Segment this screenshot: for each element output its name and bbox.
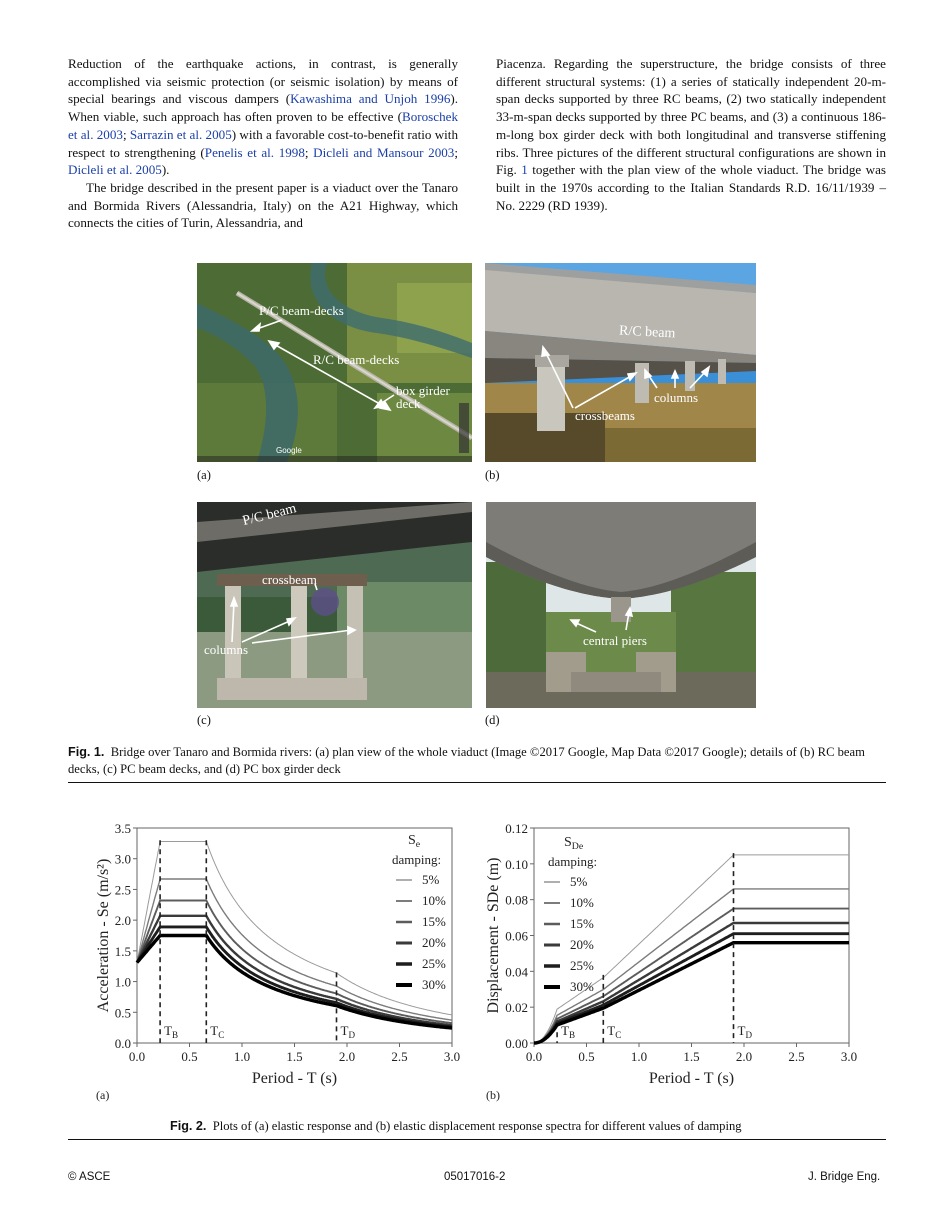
y-axis-label: Acceleration - Se (m/s²) — [95, 858, 112, 1013]
y-tick-label: 1.5 — [114, 943, 131, 959]
legend-entry: 20% — [422, 935, 446, 950]
legend-subtitle: damping: — [548, 854, 598, 869]
x-tick-label: 0.0 — [128, 1049, 146, 1064]
annotation-box-girder-deck — [396, 384, 450, 410]
x-axis-label: Period - T (s) — [251, 1070, 338, 1087]
footer-article-number: 05017016-2 — [444, 1171, 506, 1183]
citation-link[interactable]: Sarrazin et al. 2005 — [129, 126, 232, 142]
legend-title: $S_e$ — [408, 833, 421, 850]
fig1-photo-d-box-girder-deck — [486, 502, 756, 708]
annotation-rc-beam: R/C beam — [618, 323, 676, 342]
annotation-central-piers: central piers — [583, 633, 647, 648]
citation-link[interactable]: Penelis et al. 1998 — [204, 144, 305, 160]
fig1-panel-label-a: (a) — [197, 468, 211, 482]
y-tick-label: 0.02 — [505, 1000, 528, 1016]
y-tick-label: 3.5 — [114, 821, 131, 836]
y-tick-label: 2.0 — [114, 913, 131, 929]
fig2-bottom-rule — [68, 1139, 886, 1140]
legend-title: $S_{De}$ — [564, 835, 584, 852]
x-tick-label: 0.0 — [525, 1049, 543, 1064]
legend-entry: 5% — [570, 874, 588, 889]
period-marker-label: $T_B$ — [164, 1023, 179, 1040]
citation-link[interactable]: Dicleli and Mansour 2003 — [313, 144, 455, 160]
annotation-rc-beam-decks: R/C beam-decks — [313, 352, 400, 367]
legend-entry: 10% — [570, 895, 594, 910]
fig2-caption-label: Fig. 2. — [170, 1119, 207, 1133]
y-tick-label: 0.06 — [505, 928, 528, 944]
x-tick-label: 1.5 — [286, 1049, 303, 1064]
fig1-panel-label-b: (b) — [485, 468, 500, 482]
fig1-photo-c-pc-beam-decks — [197, 502, 472, 708]
y-tick-label: 0.5 — [114, 1005, 131, 1021]
fig1-panel-label-c: (c) — [197, 713, 211, 727]
x-tick-label: 1.0 — [630, 1049, 648, 1064]
legend-entry: 5% — [422, 872, 440, 887]
x-tick-label: 0.5 — [578, 1049, 595, 1064]
fig1-photo-b-rc-beam-decks — [485, 263, 756, 462]
body-text-right-column — [496, 55, 886, 214]
annotation-line: box girder — [396, 383, 450, 398]
footer-copyright: © ASCE — [68, 1171, 111, 1183]
fig2-chart-a-acceleration-spectra — [88, 818, 468, 1105]
panel-label: (b) — [486, 1088, 500, 1102]
y-tick-label: 2.5 — [114, 882, 131, 898]
annotation-pc-beam-decks: P/C beam-decks — [259, 303, 344, 318]
citation-link[interactable]: Boroschek et al. 2003 — [68, 109, 458, 142]
fig2-caption-text: Plots of (a) elastic response and (b) elastic displacement response spectra for different values of damping — [212, 1119, 742, 1133]
fig1-panel-label-d: (d) — [485, 713, 500, 727]
paragraph: Reduction of the earthquake actions, in contrast, is generally accomplished via seismic protection (or seismic isolation) by means of special bearings and viscous dampers (Kawashima and Unjoh 1996). When viable, such approach has often proven to be effective (Boroschek et al. 2003; Sarrazin et al. 2005) with a favorable cost-to-benefit ratio with respect to strengthening (Penelis et al. 1998; Dicleli and Mansour 2003; Dicleli et al. 2005). — [68, 56, 459, 178]
series-line-15pct — [137, 901, 452, 1024]
annotation-line: deck — [396, 396, 421, 411]
body-text-left-column — [68, 55, 458, 232]
x-tick-label: 2.0 — [338, 1049, 356, 1064]
fig2-chart-b-displacement-spectra — [478, 818, 868, 1105]
x-axis-label: Period - T (s) — [648, 1070, 735, 1087]
period-marker-label: $T_D$ — [737, 1023, 753, 1040]
google-watermark: Google — [276, 446, 302, 455]
y-tick-label: 0.10 — [505, 856, 528, 872]
annotation-crossbeam: crossbeam — [262, 572, 317, 587]
x-tick-label: 2.0 — [735, 1049, 753, 1064]
y-tick-label: 0.0 — [114, 1036, 131, 1051]
citation-link[interactable]: Dicleli et al. 2005 — [68, 162, 162, 178]
y-axis-label: Displacement - SDe (m) — [485, 857, 502, 1014]
annotation-pc-beam: P/C beam — [241, 501, 298, 530]
legend-entry: 30% — [422, 977, 446, 992]
fig1-caption — [68, 744, 888, 778]
footer-journal-name: J. Bridge Eng. — [808, 1171, 881, 1183]
period-marker-label: $T_C$ — [607, 1023, 622, 1040]
y-tick-label: 0.00 — [505, 1036, 528, 1051]
legend-entry: 25% — [422, 956, 446, 971]
fig1-caption-label: Fig. 1. — [68, 745, 105, 759]
y-tick-label: 1.0 — [114, 974, 131, 990]
x-tick-label: 0.5 — [181, 1049, 198, 1064]
fig1-caption-text: Bridge over Tanaro and Bormida rivers: (a) plan view of the whole viaduct (Image ©2017 Google, Map Data ©2017 Google); details of (b) RC beam decks, (c) PC beam decks, and (d) PC box girder deck — [68, 745, 865, 776]
annotation-crossbeams: crossbeams — [575, 408, 635, 423]
fig2-caption — [170, 1118, 870, 1135]
fig1-bottom-rule — [68, 782, 886, 783]
y-tick-label: 0.04 — [505, 964, 528, 980]
series-line-30pct — [137, 936, 452, 1029]
y-tick-label: 0.12 — [505, 821, 528, 836]
y-tick-label: 0.08 — [505, 892, 528, 908]
citation-link[interactable]: Kawashima and Unjoh 1996 — [290, 91, 451, 107]
legend-entry: 25% — [570, 958, 594, 973]
x-tick-label: 3.0 — [443, 1049, 461, 1064]
legend-entry: 15% — [570, 916, 594, 931]
legend-entry: 15% — [422, 914, 446, 929]
x-tick-label: 1.5 — [683, 1049, 700, 1064]
citation-link[interactable]: 1 — [521, 162, 528, 178]
legend-entry: 20% — [570, 937, 594, 952]
y-tick-label: 3.0 — [114, 851, 131, 867]
annotation-columns: columns — [204, 642, 249, 657]
period-marker-label: $T_B$ — [561, 1023, 576, 1040]
period-marker-label: $T_C$ — [210, 1023, 225, 1040]
x-tick-label: 2.5 — [391, 1049, 408, 1064]
x-tick-label: 2.5 — [788, 1049, 805, 1064]
paragraph: Piacenza. Regarding the superstructure, the bridge consists of three different structural systems: (1) a series of statically independent 20-m-span decks supported by three RC beams, (2) two statically independent 33-m-span decks supported by three PC beams, and (3) a continuous 186-m-long box girder deck with both longitudinal and transverse stiffening ribs. Three pictures of the different structural configurations are shown in Fig. 1 together with the plan view of the whole viaduct. The bridge was built in the 1970s according to the Italian Standards R.D. 16/11/1939 – No. 2229 (RD 1939). — [496, 56, 886, 213]
legend-entry: 30% — [570, 979, 594, 994]
x-tick-label: 3.0 — [840, 1049, 858, 1064]
annotation-columns: columns — [654, 390, 699, 405]
legend-subtitle: damping: — [392, 852, 442, 867]
legend-entry: 10% — [422, 893, 446, 908]
paragraph: The bridge described in the present paper is a viaduct over the Tanaro and Bormida Rivers (Alessandria, Italy) on the A21 Highway, which connects the cities of Turin, Alessandria, and — [68, 179, 458, 231]
x-tick-label: 1.0 — [233, 1049, 251, 1064]
period-marker-label: $T_D$ — [340, 1023, 356, 1040]
panel-label: (a) — [96, 1088, 110, 1102]
